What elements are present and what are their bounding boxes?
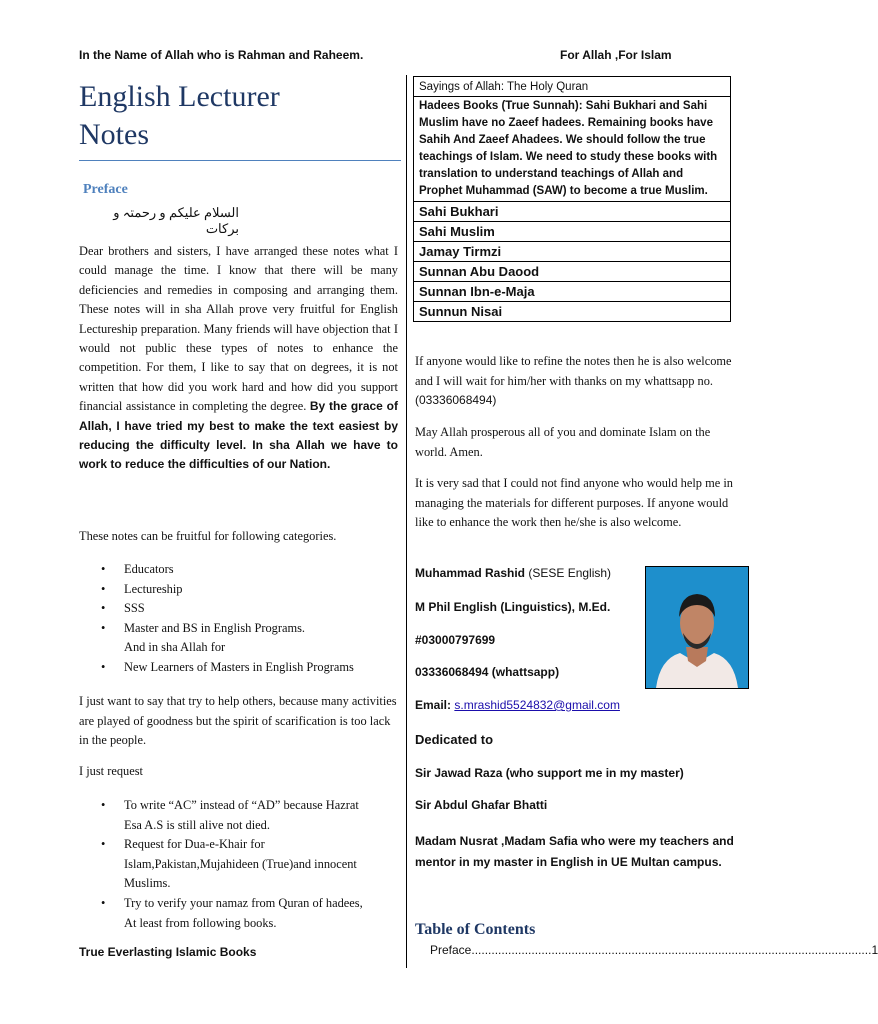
author-photo	[645, 566, 749, 689]
author-phone: #03000797699	[415, 633, 496, 647]
column-divider	[406, 75, 407, 968]
book-cell: Sahi Muslim	[414, 222, 731, 242]
categories-intro: These notes can be fruitful for following categories.	[79, 529, 337, 543]
list-item: • Try to verify your namaz from Quran of hadees, At least from following books.	[79, 894, 369, 933]
list-item: • Master and BS in English Programs. And in sha Allah for	[79, 619, 399, 658]
list-item: • SSS	[79, 599, 399, 619]
intro-paragraph	[79, 242, 398, 475]
toc-entry[interactable]	[430, 943, 878, 957]
author-name-line	[415, 566, 611, 580]
dedication-heading: Dedicated to	[415, 732, 494, 747]
quran-cell: Sayings of Allah: The Holy Quran	[414, 77, 731, 97]
title-line-2: Notes	[79, 118, 149, 151]
refine-number: (03336068494)	[415, 393, 497, 408]
requests-list	[79, 796, 369, 933]
book-cell: Sunnun Nisai	[414, 302, 731, 322]
author-email-line	[415, 698, 620, 712]
toc-entry-page: 1	[871, 943, 878, 957]
table-row	[414, 262, 731, 282]
dedication-line-1: Sir Jawad Raza (who support me in my master)	[415, 766, 684, 780]
toc-heading: Table of Contents	[415, 921, 536, 938]
help-request-paragraph: It is very sad that I could not find anyone who would help me in managing the materials for different purposes. If anyone would like to enhance the work then he/she is also welcome.	[415, 476, 733, 530]
intro-bold-text: By the grace of Allah, I have tried my best to make the text easiest by reducing the difficulty level. In sha Allah we have to work to reduce the difficulties of our Nation.	[79, 399, 398, 472]
hadees-cell: Hadees Books (True Sunnah): Sahi Bukhari and Sahi Muslim have no Zaeef hadees. Remaining books have Sahih And Zaeef Ahadees. We should follow the true teachings of Islam. We need to study these books with translation to understand teachings of Allah and Prophet Muhammad (SAW) to become a true Muslim.	[414, 97, 731, 202]
list-item: • New Learners of Masters in English Programs	[79, 658, 399, 678]
table-row	[414, 282, 731, 302]
list-item: • Educators	[79, 560, 399, 580]
books-table	[413, 76, 731, 322]
request-intro: I just request	[79, 764, 144, 778]
table-row	[414, 222, 731, 242]
author-whatsapp: 03336068494 (whattsapp)	[415, 665, 560, 679]
header-left: In the Name of Allah who is Rahman and Raheem.	[79, 48, 364, 62]
table-row	[414, 202, 731, 222]
title-line-1: English Lecturer	[79, 80, 280, 113]
book-cell: Sunnan Ibn-e-Maja	[414, 282, 731, 302]
table-row	[414, 242, 731, 262]
toc-entry-label: Preface	[430, 943, 472, 957]
book-cell: Jamay Tirmzi	[414, 242, 731, 262]
email-label: Email:	[415, 698, 455, 712]
author-degree: M Phil English (Linguistics), M.Ed.	[415, 600, 611, 614]
book-cell: Sahi Bukhari	[414, 202, 731, 222]
book-cell: Sunnan Abu Daood	[414, 262, 731, 282]
footer-left: True Everlasting Islamic Books	[79, 945, 257, 959]
person-photo-icon	[646, 567, 748, 688]
dedication-line-2: Sir Abdul Ghafar Bhatti	[415, 798, 548, 812]
toc-leader-dots: ........................................................................................................................	[471, 943, 872, 957]
page-title	[79, 78, 369, 154]
refine-text: If anyone would like to refine the notes then he is also welcome and I will wait for him/her with thanks on my whattsapp no.	[415, 354, 732, 388]
refine-paragraph	[415, 352, 735, 411]
prayer-paragraph: May Allah prosperous all of you and dominate Islam on the world. Amen.	[415, 425, 711, 459]
list-item: • Lectureship	[79, 580, 399, 600]
preface-heading: Preface	[83, 182, 128, 197]
author-role: (SESE English)	[525, 566, 612, 580]
dedication-line-3: Madam Nusrat ,Madam Safia who were my teachers and mentor in my master in English in UE Multan campus.	[415, 834, 734, 869]
title-rule	[79, 160, 401, 161]
table-row	[414, 302, 731, 322]
categories-list	[79, 560, 399, 678]
table-row	[414, 97, 731, 202]
author-name: Muhammad Rashid	[415, 566, 526, 580]
header-right: For Allah ,For Islam	[560, 48, 672, 62]
urdu-greeting: السلام علیکم و رحمتہ و برکات	[113, 205, 239, 236]
table-row	[414, 77, 731, 97]
email-link[interactable]: s.mrashid5524832@gmail.com	[454, 698, 620, 712]
help-paragraph: I just want to say that try to help others, because many activities are played of goodness but the spirit of scarification is too lack in the people.	[79, 694, 397, 748]
intro-text: Dear brothers and sisters, I have arranged these notes what I could manage the time. I know that there will be many deficiencies and remedies in composing and arranging them. These notes will in sha Allah prove very fruitful for English Lectureship preparation. Many friends will have objection that I would not public these types of notes to enhance the competition. For them, I like to say that on degrees, it is not written that how did you work hard and how did you support financial assistance in completing the degree.	[79, 244, 398, 414]
list-item: • To write “AC” instead of “AD” because Hazrat Esa A.S is still alive not died.	[79, 796, 369, 835]
list-item: • Request for Dua-e-Khair for Islam,Pakistan,Mujahideen (True)and innocent Muslims.	[79, 835, 369, 894]
